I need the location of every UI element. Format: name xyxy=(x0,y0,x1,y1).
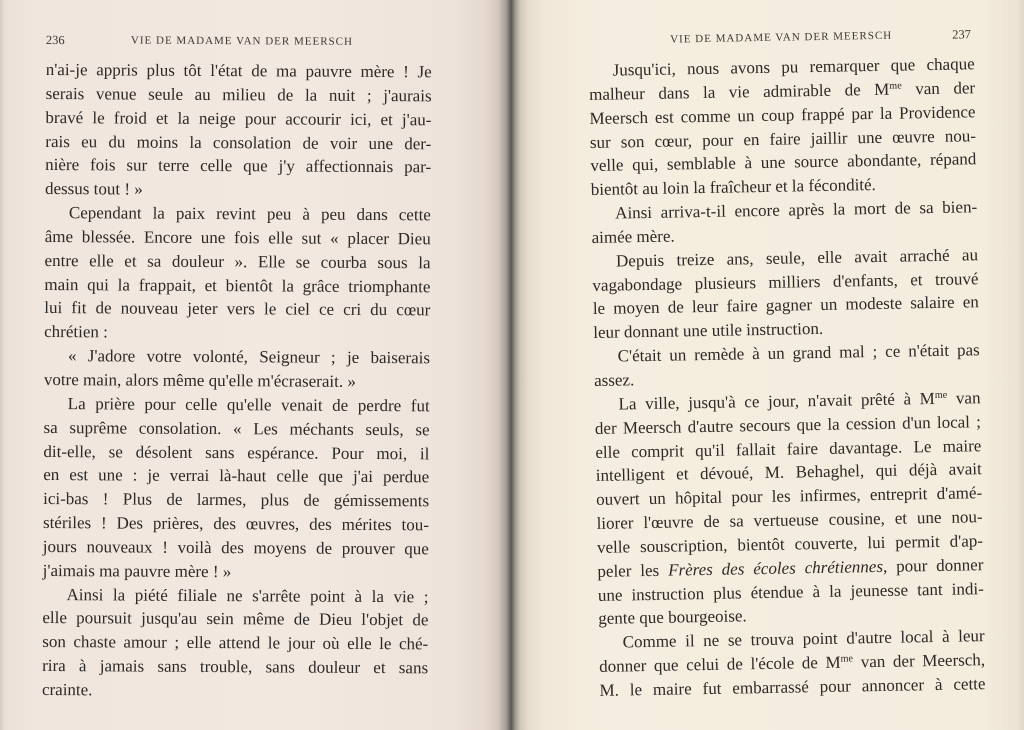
text-line: velle souscription, bientôt couverte, lui permit d'ap- xyxy=(596,531,984,557)
text-segment: van xyxy=(947,388,981,408)
page-number: 236 xyxy=(45,32,65,48)
text-line: bravé le froid et la neige pour accourir ici, et j'au- xyxy=(45,107,432,130)
text-line: dit-elle, se désolent sans espérance. Pour moi, il xyxy=(43,441,430,463)
superscript: me xyxy=(889,80,902,92)
text-line: son chaste amour ; elle attend le jour où elle le ché- xyxy=(42,632,429,654)
text-line: der Meersch d'autre secours que la cession d'un local ; xyxy=(594,411,982,438)
text-line: C'était un remède à un grand mal ; ce n'était pas xyxy=(617,340,980,366)
text-line: aimée mère. xyxy=(591,226,675,247)
text-line: intelligent et dévoué, M. Behaghel, qui déjà avait xyxy=(595,459,982,486)
text-segment: donner que celui de l'école de M xyxy=(598,652,841,676)
text-line: velle qui, semblable à une source abondante, répand xyxy=(590,149,977,176)
text-line: Ainsi arriva-t-il encore après la mort de sa bien- xyxy=(615,197,978,223)
text-line: sur son cœur, pour en faire jaillir une œuvre nou- xyxy=(589,125,977,152)
text-line: serais venue seule au milieu de la nuit ; j'aurais xyxy=(45,83,432,106)
text-line: dessus tout ! » xyxy=(44,179,143,199)
text-line: ici-bas ! Plus de larmes, plus de gémissements xyxy=(43,489,430,511)
text-line: main qui la frappait, et bientôt la grâce triomphante xyxy=(44,274,431,296)
text-line: lui fit de nouveau jeter vers le ciel ce cri du cœur xyxy=(44,298,431,320)
text-segment: peler les xyxy=(597,560,669,581)
text-segment: van der Meersch, xyxy=(852,650,986,672)
text-line: ouvert un hôpital pour les infirmes, entreprit d'amé- xyxy=(596,483,983,510)
page-number: 237 xyxy=(952,27,972,42)
text-line: le moyen de leur faire gagner un modeste salaire en xyxy=(592,292,979,319)
text-line: Comme il ne se trouva point d'autre local à leur xyxy=(622,626,985,652)
italic-phrase: Frères des écoles chrétiennes xyxy=(667,556,884,580)
text-line: rira à jamais sans trouble, sans douleur et sans xyxy=(42,656,429,678)
text-line: liorer l'œuvre de sa vertueuse cousine, et une nou- xyxy=(596,507,983,533)
running-head: VIE DE MADAME VAN DER MEERSCH xyxy=(670,29,893,46)
text-line: entre elle et sa douleur ». Elle se courba sous la xyxy=(44,250,431,273)
text-segment: , pour donner xyxy=(882,554,984,576)
text-line: votre main, alors même qu'elle m'écraserait. » xyxy=(43,369,356,391)
body-text xyxy=(589,52,986,702)
text-line: assez. xyxy=(593,370,635,390)
text-line: jours nouveaux ! voilà des moyens de prouver que xyxy=(42,536,429,559)
text-line: n'ai-je appris plus tôt l'état de ma pauvre mère ! Je xyxy=(45,59,432,82)
text-line: âme blessée. Encore une fois elle sut « placer Dieu xyxy=(44,226,431,249)
text-line: Jusqu'ici, nous avons pu remarquer que chaque xyxy=(612,54,975,80)
text-line: chrétien : xyxy=(44,322,108,342)
text-segment: La ville, jusqu'à ce jour, n'avait prêté à M xyxy=(618,388,936,414)
left-page-content xyxy=(42,30,438,712)
text-line: crainte. xyxy=(41,679,93,700)
text-line: M. le maire fut embarrassé pour annoncer à cette xyxy=(599,674,986,700)
text-line: gente que bourgeoise. xyxy=(598,606,747,629)
text-line: une instruction plus étendue à la jeunesse tant indi- xyxy=(597,578,984,605)
text-line: j'aimais ma pauvre mère ! » xyxy=(42,560,232,581)
text-line: rais eu du moins la consolation de voir une der- xyxy=(45,131,432,153)
text-line: sa suprême consolation. « Les méchants seuls, se xyxy=(43,417,430,440)
text-line: La prière pour celle qu'elle venait de perdre fut xyxy=(67,393,430,416)
text-line: elle comprit qu'il fallait faire davantage. Le maire xyxy=(595,435,982,462)
text-line: bientôt au loin la fraîcheur et la fécondité. xyxy=(590,175,877,200)
text-line: Depuis treize ans, seule, elle avait arraché au xyxy=(615,244,979,271)
superscript: me xyxy=(934,389,948,402)
text-line: vagabondage plusieurs milliers d'enfants, et trouvé xyxy=(592,268,979,295)
text-line: « J'adore votre volonté, Seigneur ; je baiserais xyxy=(67,346,431,368)
text-segment: van der xyxy=(901,78,976,99)
body-text xyxy=(42,58,432,704)
text-line: nière fois sur terre celle que j'y affectionnais par- xyxy=(45,155,432,177)
text-line: en est une : je verrai là-haut celle que j'ai perdue xyxy=(43,465,430,487)
text-segment: malheur dans la vie admirable de M xyxy=(588,79,890,104)
text-line: leur donnant une utile instruction. xyxy=(593,319,824,343)
text-line: Ainsi la piété filiale ne s'arrête point à la vie ; xyxy=(66,584,429,606)
superscript: me xyxy=(840,653,854,666)
text-line: stériles ! Des prières, des œuvres, des mérites tou- xyxy=(42,513,430,535)
text-line: Cependant la paix revint peu à peu dans cette xyxy=(68,203,431,225)
running-head: VIE DE MADAME VAN DER MEERSCH xyxy=(130,34,354,48)
right-page-content xyxy=(588,23,992,710)
text-line: elle poursuit jusqu'au sein même de Dieu l'objet de xyxy=(42,608,429,630)
text-line: Meersch est comme un coup frappé par la Providence xyxy=(589,101,976,128)
